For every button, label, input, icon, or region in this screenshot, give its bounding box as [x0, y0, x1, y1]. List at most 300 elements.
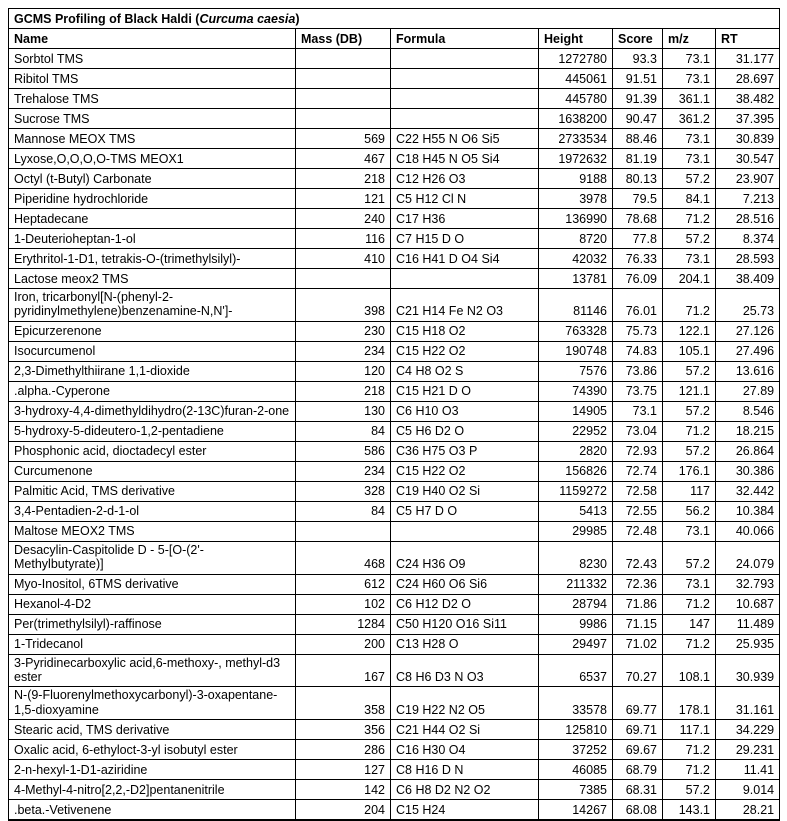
name-cell: Per(trimethylsilyl)-raffinose: [9, 614, 296, 634]
name-cell: .alpha.-Cyperone: [9, 381, 296, 401]
name-cell: 4-Methyl-4-nitro[2,2,-D2]pentanenitrile: [9, 780, 296, 800]
height-cell: 6537: [539, 654, 613, 687]
column-header-rt: RT: [716, 29, 780, 49]
mz-cell: 57.2: [663, 780, 716, 800]
mz-cell: 105.1: [663, 341, 716, 361]
table-row: [9, 760, 780, 780]
formula-cell: C15 H21 D O: [391, 381, 539, 401]
mz-cell: 57.2: [663, 361, 716, 381]
name-cell: Heptadecane: [9, 209, 296, 229]
height-cell: 29497: [539, 634, 613, 654]
score-cell: 71.86: [613, 594, 663, 614]
table-row: [9, 501, 780, 521]
formula-cell: C13 H28 O: [391, 634, 539, 654]
name-cell: Hexanol-4-D2: [9, 594, 296, 614]
mass-cell: 569: [296, 129, 391, 149]
height-cell: 8720: [539, 229, 613, 249]
mass-cell: 142: [296, 780, 391, 800]
name-cell: 3-Pyridinecarboxylic acid,6-methoxy-, methyl-d3 ester: [9, 654, 296, 687]
table-row: [9, 69, 780, 89]
rt-cell: 31.161: [716, 687, 780, 720]
height-cell: 81146: [539, 289, 613, 322]
height-cell: 7576: [539, 361, 613, 381]
name-cell: 1-Deuterioheptan-1-ol: [9, 229, 296, 249]
height-cell: 1972632: [539, 149, 613, 169]
rt-cell: 11.489: [716, 614, 780, 634]
formula-cell: C19 H22 N2 O5: [391, 687, 539, 720]
table-title-prefix: GCMS Profiling of Black Haldi (: [14, 11, 200, 26]
formula-cell: [391, 69, 539, 89]
height-cell: 156826: [539, 461, 613, 481]
height-cell: 1159272: [539, 481, 613, 501]
rt-cell: 8.374: [716, 229, 780, 249]
mz-cell: 57.2: [663, 541, 716, 574]
mz-cell: 122.1: [663, 321, 716, 341]
height-cell: 14267: [539, 800, 613, 821]
formula-cell: C36 H75 O3 P: [391, 441, 539, 461]
mass-cell: [296, 49, 391, 69]
score-cell: 88.46: [613, 129, 663, 149]
score-cell: 91.51: [613, 69, 663, 89]
mz-cell: 57.2: [663, 441, 716, 461]
score-cell: 72.74: [613, 461, 663, 481]
formula-cell: C15 H22 O2: [391, 461, 539, 481]
height-cell: 29985: [539, 521, 613, 541]
formula-cell: C7 H15 D O: [391, 229, 539, 249]
table-row: [9, 654, 780, 687]
score-cell: 72.43: [613, 541, 663, 574]
score-cell: 69.71: [613, 720, 663, 740]
mz-cell: 176.1: [663, 461, 716, 481]
height-cell: 1272780: [539, 49, 613, 69]
table-row: [9, 49, 780, 69]
mass-cell: 240: [296, 209, 391, 229]
table-row: [9, 594, 780, 614]
formula-cell: C5 H6 D2 O: [391, 421, 539, 441]
rt-cell: 37.395: [716, 109, 780, 129]
rt-cell: 28.21: [716, 800, 780, 821]
column-header-mz: m/z: [663, 29, 716, 49]
formula-cell: C15 H24: [391, 800, 539, 821]
mass-cell: 218: [296, 381, 391, 401]
formula-cell: C5 H7 D O: [391, 501, 539, 521]
rt-cell: 40.066: [716, 521, 780, 541]
formula-cell: C12 H26 O3: [391, 169, 539, 189]
score-cell: 81.19: [613, 149, 663, 169]
formula-cell: C15 H22 O2: [391, 341, 539, 361]
name-cell: Oxalic acid, 6-ethyloct-3-yl isobutyl ester: [9, 740, 296, 760]
gcms-profiling-table: [8, 8, 780, 821]
mass-cell: 468: [296, 541, 391, 574]
score-cell: 72.55: [613, 501, 663, 521]
table-row: [9, 249, 780, 269]
height-cell: 14905: [539, 401, 613, 421]
mass-cell: 120: [296, 361, 391, 381]
table-row: [9, 169, 780, 189]
name-cell: Sorbtol TMS: [9, 49, 296, 69]
score-cell: 72.93: [613, 441, 663, 461]
height-cell: 211332: [539, 574, 613, 594]
height-cell: 3978: [539, 189, 613, 209]
mz-cell: 57.2: [663, 169, 716, 189]
height-cell: 5413: [539, 501, 613, 521]
name-cell: Piperidine hydrochloride: [9, 189, 296, 209]
formula-cell: C18 H45 N O5 Si4: [391, 149, 539, 169]
height-cell: 2733534: [539, 129, 613, 149]
score-cell: 76.01: [613, 289, 663, 322]
height-cell: 13781: [539, 269, 613, 289]
formula-cell: C8 H16 D N: [391, 760, 539, 780]
formula-cell: C17 H36: [391, 209, 539, 229]
mz-cell: 204.1: [663, 269, 716, 289]
rt-cell: 7.213: [716, 189, 780, 209]
height-cell: 33578: [539, 687, 613, 720]
table-row: [9, 89, 780, 109]
table-row: [9, 634, 780, 654]
formula-cell: C4 H8 O2 S: [391, 361, 539, 381]
score-cell: 73.86: [613, 361, 663, 381]
rt-cell: 30.939: [716, 654, 780, 687]
name-cell: Stearic acid, TMS derivative: [9, 720, 296, 740]
name-cell: Sucrose TMS: [9, 109, 296, 129]
mass-cell: 410: [296, 249, 391, 269]
name-cell: 3-hydroxy-4,4-dimethyldihydro(2-13C)furan-2-one: [9, 401, 296, 421]
score-cell: 93.3: [613, 49, 663, 69]
score-cell: 76.33: [613, 249, 663, 269]
mz-cell: 73.1: [663, 129, 716, 149]
rt-cell: 8.546: [716, 401, 780, 421]
rt-cell: 10.687: [716, 594, 780, 614]
score-cell: 74.83: [613, 341, 663, 361]
formula-cell: C24 H60 O6 Si6: [391, 574, 539, 594]
name-cell: 5-hydroxy-5-dideutero-1,2-pentadiene: [9, 421, 296, 441]
height-cell: 46085: [539, 760, 613, 780]
formula-cell: C6 H12 D2 O: [391, 594, 539, 614]
mz-cell: 71.2: [663, 760, 716, 780]
mz-cell: 71.2: [663, 634, 716, 654]
mass-cell: 84: [296, 501, 391, 521]
formula-cell: C6 H8 D2 N2 O2: [391, 780, 539, 800]
height-cell: 37252: [539, 740, 613, 760]
title-row: [9, 9, 780, 29]
mz-cell: 108.1: [663, 654, 716, 687]
formula-cell: C19 H40 O2 Si: [391, 481, 539, 501]
rt-cell: 30.839: [716, 129, 780, 149]
mass-cell: 234: [296, 461, 391, 481]
name-cell: Trehalose TMS: [9, 89, 296, 109]
name-cell: Octyl (t-Butyl) Carbonate: [9, 169, 296, 189]
table-title-suffix: ): [295, 11, 300, 26]
rt-cell: 25.73: [716, 289, 780, 322]
table-row: [9, 461, 780, 481]
rt-cell: 23.907: [716, 169, 780, 189]
table-row: [9, 541, 780, 574]
table-body: [9, 49, 780, 821]
table-row: [9, 780, 780, 800]
height-cell: 8230: [539, 541, 613, 574]
mz-cell: 73.1: [663, 49, 716, 69]
column-header-height: Height: [539, 29, 613, 49]
mass-cell: 328: [296, 481, 391, 501]
mass-cell: 102: [296, 594, 391, 614]
mass-cell: 467: [296, 149, 391, 169]
mz-cell: 56.2: [663, 501, 716, 521]
mz-cell: 84.1: [663, 189, 716, 209]
score-cell: 75.73: [613, 321, 663, 341]
table-row: [9, 481, 780, 501]
name-cell: N-(9-Fluorenylmethoxycarbonyl)-3-oxapentane-1,5-dioxyamine: [9, 687, 296, 720]
table-row: [9, 129, 780, 149]
rt-cell: 25.935: [716, 634, 780, 654]
rt-cell: 27.496: [716, 341, 780, 361]
mz-cell: 361.1: [663, 89, 716, 109]
mass-cell: [296, 521, 391, 541]
formula-cell: C6 H10 O3: [391, 401, 539, 421]
height-cell: 42032: [539, 249, 613, 269]
rt-cell: 10.384: [716, 501, 780, 521]
mass-cell: 130: [296, 401, 391, 421]
mz-cell: 71.2: [663, 594, 716, 614]
table-title-species: Curcuma caesia: [199, 11, 296, 26]
score-cell: 91.39: [613, 89, 663, 109]
formula-cell: C15 H18 O2: [391, 321, 539, 341]
mz-cell: 71.2: [663, 209, 716, 229]
mz-cell: 71.2: [663, 740, 716, 760]
height-cell: 445780: [539, 89, 613, 109]
formula-cell: [391, 109, 539, 129]
rt-cell: 27.89: [716, 381, 780, 401]
mz-cell: 117: [663, 481, 716, 501]
mz-cell: 71.2: [663, 421, 716, 441]
score-cell: 76.09: [613, 269, 663, 289]
table-row: [9, 109, 780, 129]
column-header-score: Score: [613, 29, 663, 49]
formula-cell: C5 H12 Cl N: [391, 189, 539, 209]
table-title: [9, 9, 780, 29]
formula-cell: [391, 269, 539, 289]
mz-cell: 73.1: [663, 249, 716, 269]
name-cell: Mannose MEOX TMS: [9, 129, 296, 149]
mass-cell: 398: [296, 289, 391, 322]
rt-cell: 28.697: [716, 69, 780, 89]
name-cell: Myo-Inositol, 6TMS derivative: [9, 574, 296, 594]
rt-cell: 27.126: [716, 321, 780, 341]
table-row: [9, 229, 780, 249]
mass-cell: [296, 69, 391, 89]
table-row: [9, 341, 780, 361]
name-cell: 3,4-Pentadien-2-d-1-ol: [9, 501, 296, 521]
score-cell: 79.5: [613, 189, 663, 209]
score-cell: 90.47: [613, 109, 663, 129]
mass-cell: 234: [296, 341, 391, 361]
mass-cell: 200: [296, 634, 391, 654]
table-row: [9, 521, 780, 541]
column-header-mass-db: Mass (DB): [296, 29, 391, 49]
formula-cell: [391, 89, 539, 109]
height-cell: 445061: [539, 69, 613, 89]
rt-cell: 32.442: [716, 481, 780, 501]
table-row: [9, 740, 780, 760]
rt-cell: 11.41: [716, 760, 780, 780]
mass-cell: 84: [296, 421, 391, 441]
name-cell: Phosphonic acid, dioctadecyl ester: [9, 441, 296, 461]
height-cell: 136990: [539, 209, 613, 229]
score-cell: 72.58: [613, 481, 663, 501]
mass-cell: 204: [296, 800, 391, 821]
mz-cell: 121.1: [663, 381, 716, 401]
table-row: [9, 614, 780, 634]
name-cell: Ribitol TMS: [9, 69, 296, 89]
rt-cell: 38.409: [716, 269, 780, 289]
formula-cell: C50 H120 O16 Si11: [391, 614, 539, 634]
mass-cell: 116: [296, 229, 391, 249]
mass-cell: 127: [296, 760, 391, 780]
height-cell: 763328: [539, 321, 613, 341]
mass-cell: 121: [296, 189, 391, 209]
column-header-formula: Formula: [391, 29, 539, 49]
header-row: [9, 29, 780, 49]
column-header-name: Name: [9, 29, 296, 49]
mass-cell: [296, 269, 391, 289]
name-cell: Lyxose,O,O,O,O-TMS MEOX1: [9, 149, 296, 169]
mass-cell: 356: [296, 720, 391, 740]
name-cell: Lactose meox2 TMS: [9, 269, 296, 289]
name-cell: Curcumenone: [9, 461, 296, 481]
table-row: [9, 149, 780, 169]
formula-cell: C16 H30 O4: [391, 740, 539, 760]
rt-cell: 38.482: [716, 89, 780, 109]
rt-cell: 31.177: [716, 49, 780, 69]
name-cell: Iron, tricarbonyl[N-(phenyl-2-pyridinylmethylene)benzenamine-N,N']-: [9, 289, 296, 322]
rt-cell: 24.079: [716, 541, 780, 574]
mass-cell: 218: [296, 169, 391, 189]
name-cell: Desacylin-Caspitolide D - 5-[O-(2'-Methylbutyrate)]: [9, 541, 296, 574]
rt-cell: 30.386: [716, 461, 780, 481]
score-cell: 73.04: [613, 421, 663, 441]
score-cell: 80.13: [613, 169, 663, 189]
score-cell: 68.79: [613, 760, 663, 780]
rt-cell: 28.516: [716, 209, 780, 229]
mz-cell: 147: [663, 614, 716, 634]
mz-cell: 73.1: [663, 69, 716, 89]
height-cell: 2820: [539, 441, 613, 461]
table-row: [9, 421, 780, 441]
table-row: [9, 289, 780, 322]
score-cell: 73.1: [613, 401, 663, 421]
rt-cell: 29.231: [716, 740, 780, 760]
formula-cell: C24 H36 O9: [391, 541, 539, 574]
height-cell: 9986: [539, 614, 613, 634]
mass-cell: 286: [296, 740, 391, 760]
height-cell: 9188: [539, 169, 613, 189]
score-cell: 72.36: [613, 574, 663, 594]
mz-cell: 71.2: [663, 289, 716, 322]
formula-cell: C8 H6 D3 N O3: [391, 654, 539, 687]
mz-cell: 73.1: [663, 574, 716, 594]
mass-cell: 358: [296, 687, 391, 720]
name-cell: .beta.-Vetivenene: [9, 800, 296, 821]
name-cell: 2-n-hexyl-1-D1-aziridine: [9, 760, 296, 780]
rt-cell: 26.864: [716, 441, 780, 461]
height-cell: 28794: [539, 594, 613, 614]
mz-cell: 143.1: [663, 800, 716, 821]
formula-cell: C16 H41 D O4 Si4: [391, 249, 539, 269]
formula-cell: [391, 521, 539, 541]
mass-cell: 586: [296, 441, 391, 461]
mz-cell: 57.2: [663, 401, 716, 421]
name-cell: Palmitic Acid, TMS derivative: [9, 481, 296, 501]
score-cell: 71.02: [613, 634, 663, 654]
mz-cell: 361.2: [663, 109, 716, 129]
mz-cell: 178.1: [663, 687, 716, 720]
name-cell: Isocurcumenol: [9, 341, 296, 361]
name-cell: Epicurzerenone: [9, 321, 296, 341]
mass-cell: 612: [296, 574, 391, 594]
score-cell: 73.75: [613, 381, 663, 401]
mass-cell: [296, 109, 391, 129]
formula-cell: C22 H55 N O6 Si5: [391, 129, 539, 149]
mass-cell: 1284: [296, 614, 391, 634]
table-row: [9, 441, 780, 461]
height-cell: 1638200: [539, 109, 613, 129]
table-row: [9, 574, 780, 594]
mz-cell: 117.1: [663, 720, 716, 740]
score-cell: 68.08: [613, 800, 663, 821]
rt-cell: 34.229: [716, 720, 780, 740]
height-cell: 22952: [539, 421, 613, 441]
height-cell: 74390: [539, 381, 613, 401]
height-cell: 190748: [539, 341, 613, 361]
rt-cell: 32.793: [716, 574, 780, 594]
height-cell: 125810: [539, 720, 613, 740]
formula-cell: [391, 49, 539, 69]
table-row: [9, 401, 780, 421]
name-cell: 1-Tridecanol: [9, 634, 296, 654]
table-row: [9, 381, 780, 401]
table-row: [9, 361, 780, 381]
rt-cell: 13.616: [716, 361, 780, 381]
score-cell: 69.67: [613, 740, 663, 760]
mz-cell: 73.1: [663, 521, 716, 541]
mass-cell: 167: [296, 654, 391, 687]
height-cell: 7385: [539, 780, 613, 800]
score-cell: 69.77: [613, 687, 663, 720]
name-cell: Maltose MEOX2 TMS: [9, 521, 296, 541]
score-cell: 77.8: [613, 229, 663, 249]
rt-cell: 30.547: [716, 149, 780, 169]
mz-cell: 73.1: [663, 149, 716, 169]
score-cell: 70.27: [613, 654, 663, 687]
table-row: [9, 321, 780, 341]
table-row: [9, 189, 780, 209]
rt-cell: 18.215: [716, 421, 780, 441]
rt-cell: 9.014: [716, 780, 780, 800]
mass-cell: [296, 89, 391, 109]
score-cell: 71.15: [613, 614, 663, 634]
score-cell: 72.48: [613, 521, 663, 541]
formula-cell: C21 H44 O2 Si: [391, 720, 539, 740]
score-cell: 78.68: [613, 209, 663, 229]
table-row: [9, 800, 780, 821]
rt-cell: 28.593: [716, 249, 780, 269]
table-row: [9, 720, 780, 740]
score-cell: 68.31: [613, 780, 663, 800]
mass-cell: 230: [296, 321, 391, 341]
table-row: [9, 269, 780, 289]
name-cell: 2,3-Dimethylthiirane 1,1-dioxide: [9, 361, 296, 381]
name-cell: Erythritol-1-D1, tetrakis-O-(trimethylsilyl)-: [9, 249, 296, 269]
formula-cell: C21 H14 Fe N2 O3: [391, 289, 539, 322]
